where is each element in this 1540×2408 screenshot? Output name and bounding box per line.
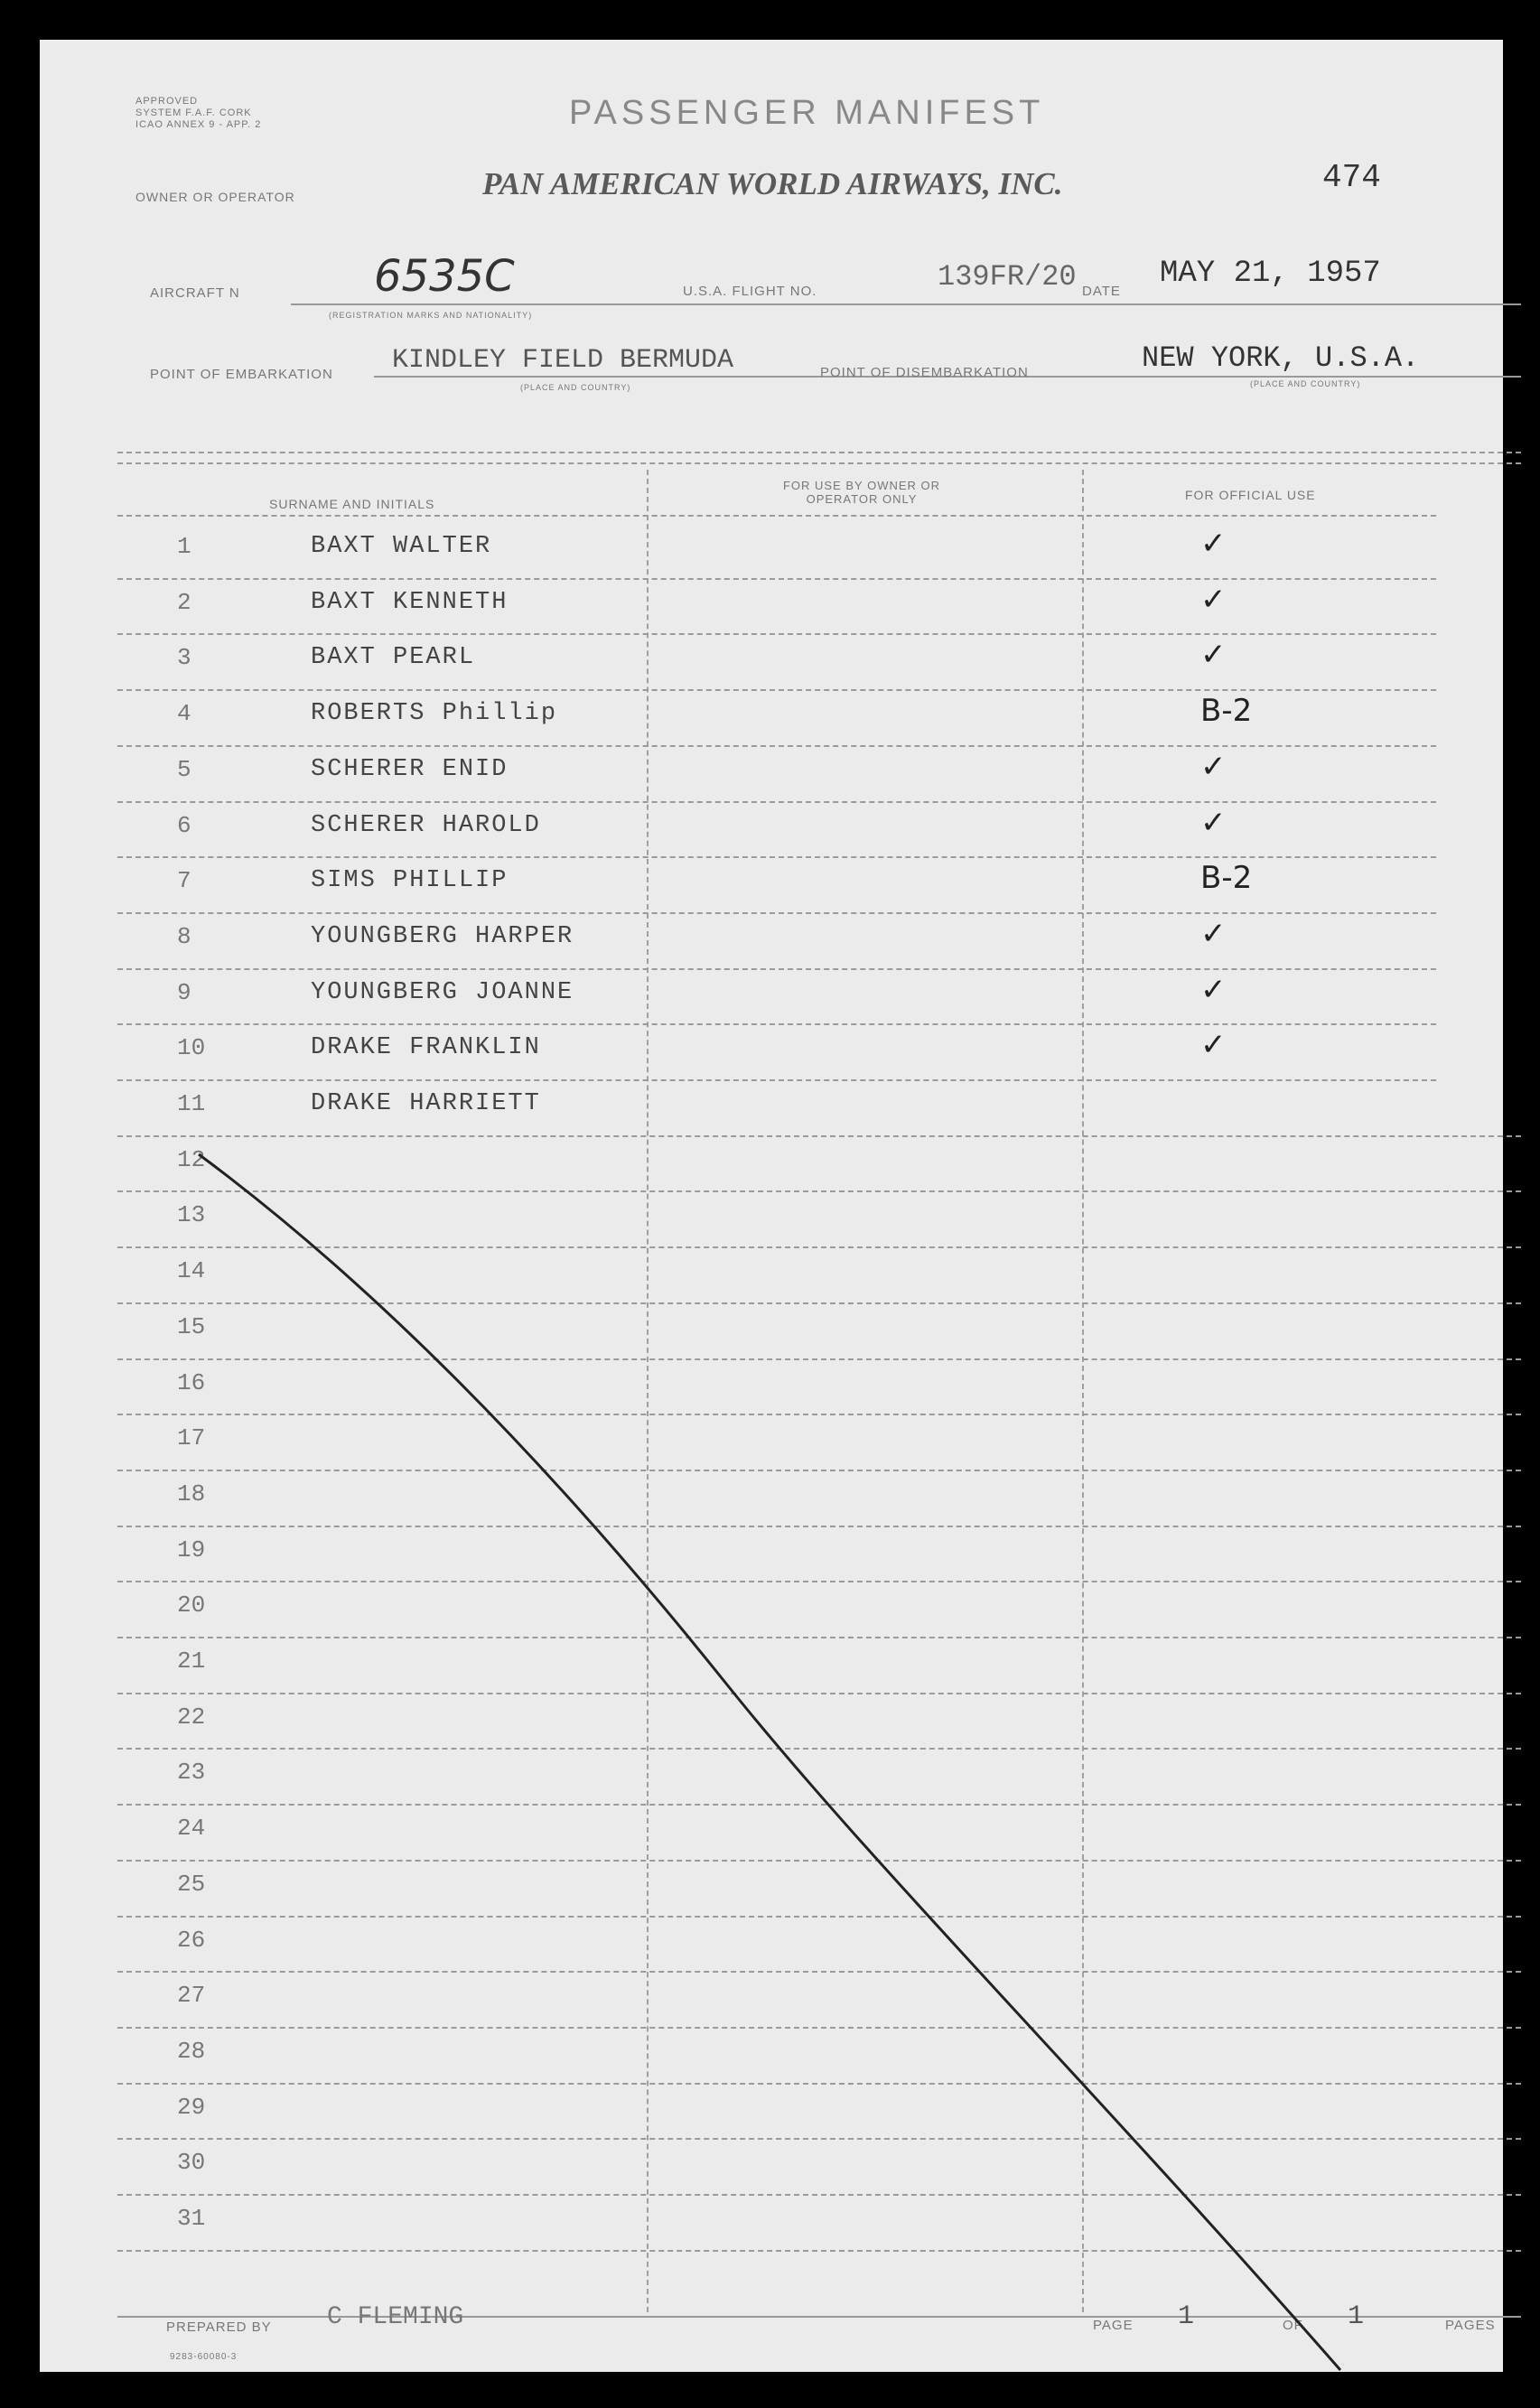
row-number: 18: [177, 1479, 206, 1507]
passenger-name: SIMS PHILLIP: [311, 867, 509, 895]
passenger-name: ROBERTS Phillip: [311, 700, 558, 728]
passenger-name: DRAKE HARRIETT: [311, 1090, 541, 1117]
passenger-name: YOUNGBERG HARPER: [311, 922, 574, 950]
row-number: 19: [177, 1535, 206, 1563]
row-number: 15: [177, 1312, 206, 1340]
row-number: 13: [177, 1201, 206, 1229]
row-number: 20: [177, 1591, 206, 1619]
aircraft-label: AIRCRAFT N: [150, 285, 240, 301]
aircraft-value: 6535C: [374, 251, 515, 302]
row-number: 3: [177, 644, 191, 672]
row-number: 14: [177, 1257, 206, 1285]
flight-value: 139FR/20: [938, 260, 1077, 294]
official-mark: B-2: [1200, 693, 1253, 730]
official-mark: ✓: [1200, 637, 1227, 674]
row-number: 25: [177, 1870, 206, 1898]
row-number: 29: [177, 2093, 206, 2121]
official-mark: ✓: [1200, 804, 1227, 841]
row-number: 10: [177, 1034, 206, 1062]
embark-label: POINT OF EMBARKATION: [150, 367, 333, 382]
official-mark: ✓: [1200, 748, 1227, 785]
page-title: PASSENGER MANIFEST: [569, 94, 1045, 132]
approval-line: ICAO ANNEX 9 - APP. 2: [135, 119, 262, 130]
official-mark: ✓: [1200, 971, 1227, 1008]
owner-label: OWNER OR OPERATOR: [135, 190, 295, 204]
passenger-name: YOUNGBERG JOANNE: [311, 978, 574, 1006]
row-number: 24: [177, 1815, 206, 1843]
page-value: 1: [1178, 2301, 1195, 2332]
row-number: 27: [177, 1982, 206, 2010]
row-number: 21: [177, 1647, 206, 1675]
date-label: DATE: [1082, 284, 1121, 299]
disembark-label: POINT OF DISEMBARKATION: [820, 365, 1029, 380]
pages-value: 1: [1348, 2301, 1365, 2332]
column-owner-use: FOR USE BY OWNER OR OPERATOR ONLY: [782, 479, 941, 506]
row-number: 16: [177, 1368, 206, 1396]
cancellation-stroke: [40, 40, 1503, 2372]
row-number: 26: [177, 1926, 206, 1954]
disembark-value: NEW YORK, U.S.A.: [1142, 341, 1420, 375]
prepared-label: PREPARED BY: [166, 2319, 272, 2335]
passenger-name: BAXT KENNETH: [311, 588, 509, 616]
embark-caption: (PLACE AND COUNTRY): [520, 383, 631, 392]
flight-label: U.S.A. FLIGHT NO.: [683, 284, 817, 299]
official-mark: ✓: [1200, 1027, 1227, 1064]
row-number: 31: [177, 2205, 206, 2232]
prepared-value: C FLEMING: [327, 2303, 464, 2331]
row-number: 17: [177, 1424, 206, 1452]
official-mark: ✓: [1200, 526, 1227, 562]
row-number: 5: [177, 755, 191, 783]
embark-value: KINDLEY FIELD BERMUDA: [392, 345, 734, 376]
page-label: PAGE: [1093, 2318, 1134, 2333]
row-number: 30: [177, 2149, 206, 2177]
row-number: 9: [177, 978, 191, 1006]
row-number: 6: [177, 811, 191, 839]
row-number: 23: [177, 1759, 206, 1787]
page-stamp: 474: [1322, 159, 1381, 196]
row-number: 1: [177, 533, 191, 560]
pages-label: PAGES: [1445, 2318, 1496, 2333]
column-surname: SURNAME AND INITIALS: [269, 497, 435, 511]
passenger-name: DRAKE FRANKLIN: [311, 1034, 541, 1062]
row-number: 28: [177, 2037, 206, 2065]
form-number: 9283-60080-3: [170, 2352, 238, 2362]
row-number: 4: [177, 700, 191, 728]
row-number: 11: [177, 1090, 206, 1117]
column-official-use: FOR OFFICIAL USE: [1185, 488, 1316, 502]
airline-name: PAN AMERICAN WORLD AIRWAYS, INC.: [482, 166, 1063, 201]
passenger-name: SCHERER HAROLD: [311, 811, 541, 839]
approval-line: SYSTEM F.A.F. CORK: [135, 107, 252, 118]
passenger-name: BAXT PEARL: [311, 644, 476, 672]
of-label: OF: [1283, 2318, 1303, 2333]
disembark-caption: (PLACE AND COUNTRY): [1250, 379, 1361, 388]
date-value: MAY 21, 1957: [1160, 257, 1381, 291]
aircraft-caption: (REGISTRATION MARKS AND NATIONALITY): [329, 311, 533, 320]
diagonal-line: [199, 1154, 1340, 2370]
row-number: 2: [177, 588, 191, 616]
row-number: 12: [177, 1145, 206, 1173]
row-number: 8: [177, 922, 191, 950]
passenger-name: SCHERER ENID: [311, 755, 509, 783]
passenger-name: BAXT WALTER: [311, 533, 492, 560]
row-number: 22: [177, 1703, 206, 1731]
official-mark: ✓: [1200, 915, 1227, 952]
manifest-sheet: [40, 40, 1503, 2372]
official-mark: B-2: [1200, 860, 1253, 897]
official-mark: ✓: [1200, 581, 1227, 618]
row-number: 7: [177, 867, 191, 895]
approval-line: APPROVED: [135, 96, 199, 107]
